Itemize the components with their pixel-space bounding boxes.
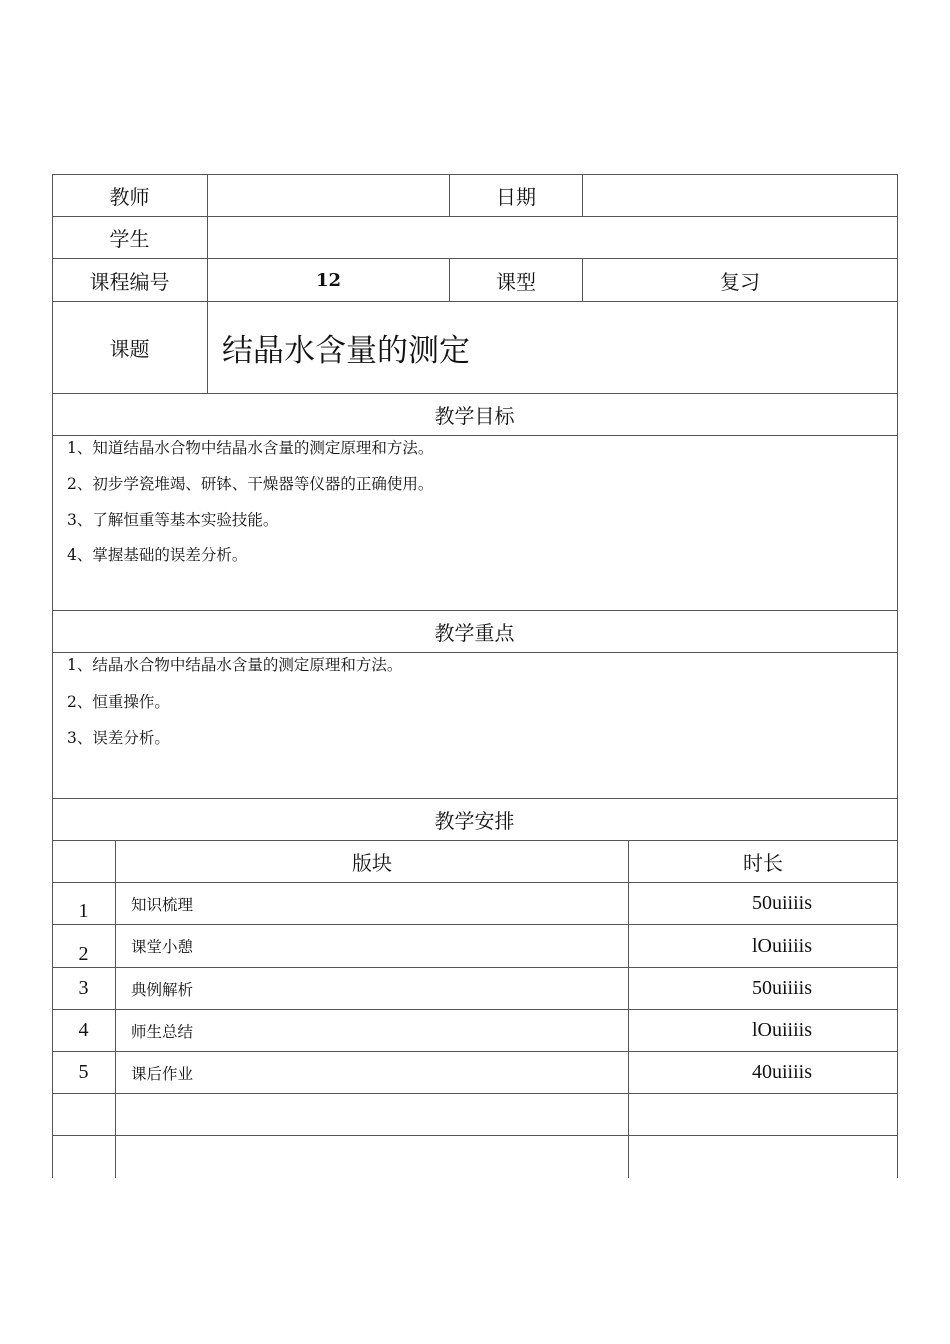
key-point-item: 1、结晶水合物中结晶水含量的测定原理和方法。 (67, 656, 403, 674)
student-value[interactable] (208, 217, 897, 258)
row-block-name: 课堂小憩 (131, 938, 194, 956)
duration-column-header: 时长 (743, 851, 783, 875)
teacher-label: 教师 (109, 185, 150, 209)
row-duration: lOuiiiis (752, 1019, 813, 1041)
row-duration[interactable] (629, 1136, 897, 1178)
row-block-name: 课后作业 (131, 1064, 194, 1083)
row-duration: lOuiiiis (752, 934, 813, 957)
row-block-name[interactable] (116, 1136, 628, 1178)
course-number-label: 课程编号 (89, 269, 170, 294)
row-duration: 50uiiiis (752, 977, 813, 999)
key-point-item: 3、误差分析。 (67, 729, 170, 747)
row-duration: 40uiiiis (752, 1061, 813, 1083)
objective-item: 3、了解恒重等基本实验技能。 (67, 511, 279, 529)
row-number: 4 (78, 1019, 89, 1041)
course-number-value: 12 (315, 269, 342, 291)
row-block-name: 知识梳理 (131, 895, 194, 914)
date-label: 日期 (496, 185, 536, 209)
row-number[interactable] (52, 1094, 115, 1135)
block-column-header: 版块 (352, 851, 392, 875)
course-type-label: 课型 (496, 269, 536, 294)
row-number: 3 (78, 977, 89, 999)
row-number[interactable] (52, 1136, 115, 1178)
row-duration[interactable] (629, 1094, 897, 1135)
schedule-heading: 教学安排 (434, 809, 515, 833)
row-number: 2 (78, 943, 89, 965)
topic-label: 课题 (109, 337, 150, 361)
row-number: 1 (78, 900, 89, 922)
objective-item: 1、知道结晶水合物中结晶水含量的测定原理和方法。 (67, 439, 434, 457)
date-value[interactable] (583, 175, 897, 216)
row-number: 5 (78, 1061, 89, 1083)
table-rule (897, 174, 898, 1178)
row-block-name: 师生总结 (131, 1022, 194, 1041)
teacher-value[interactable] (208, 175, 449, 216)
row-block-name[interactable] (116, 1094, 628, 1135)
key-point-item: 2、恒重操作。 (67, 693, 170, 711)
student-label: 学生 (109, 227, 150, 251)
course-type-value: 复习 (720, 269, 760, 294)
objective-item: 2、初步学瓷堆竭、研钵、干燥器等仪器的正确使用。 (67, 475, 434, 493)
objectives-heading: 教学目标 (434, 404, 515, 428)
row-duration: 50uiiiis (752, 892, 813, 914)
objective-item: 4、掌握基础的误差分析。 (67, 546, 248, 564)
key-points-heading: 教学重点 (434, 621, 515, 645)
topic-value: 结晶水含量的测定 (222, 333, 470, 369)
row-block-name: 典例解析 (131, 980, 194, 999)
